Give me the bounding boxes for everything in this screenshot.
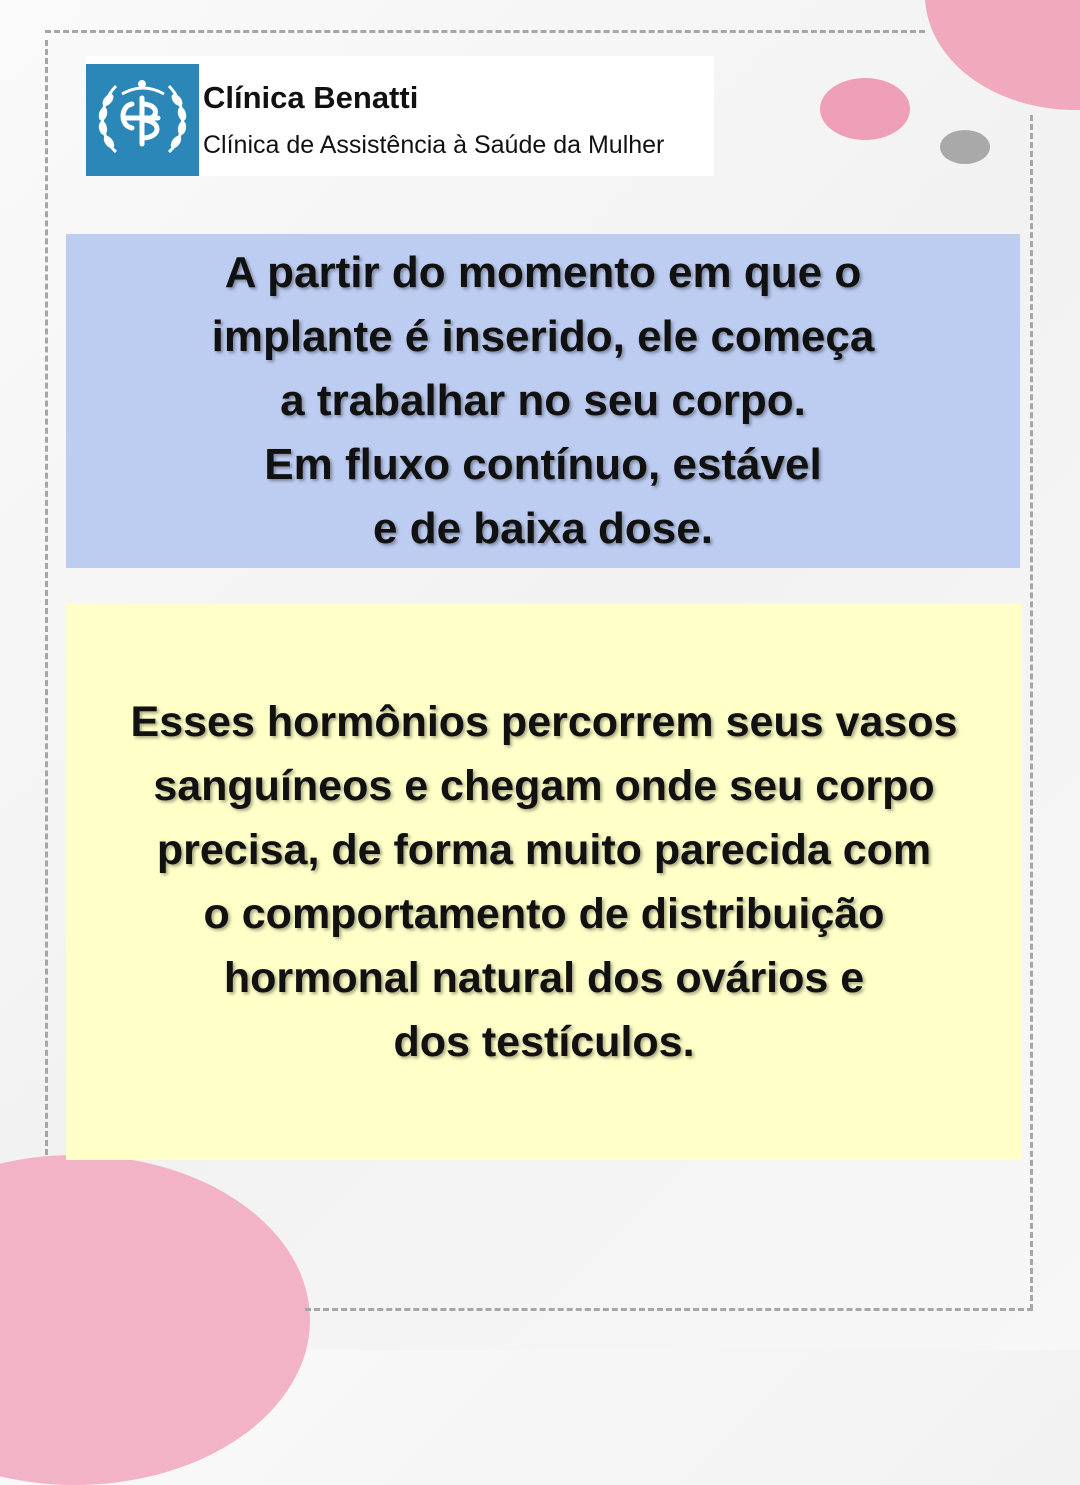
text-line: dos testículos. [393,1017,695,1066]
decorative-gray-dot [940,130,990,164]
dashed-border-left [45,40,48,1155]
text-line: Esses hormônios percorrem seus vasos [130,697,958,746]
clinic-header [86,56,714,176]
text-line: Em fluxo contínuo, estável [264,440,822,489]
dashed-border-right [1030,115,1033,1310]
decorative-pink-circle-top-right [925,0,1080,110]
decorative-pink-dot [820,78,910,140]
decorative-pink-circle-bottom-left [0,1155,310,1485]
detail-text [131,690,958,1074]
intro-text [212,241,875,561]
text-line: A partir do momento em que o [224,248,862,297]
text-line: e de baixa dose. [373,504,713,553]
text-line: o comportamento de distribuição [203,889,885,938]
text-line: hormonal natural dos ovários e [223,953,865,1002]
text-line: a trabalhar no seu corpo. [280,376,806,425]
text-line: precisa, de forma muito parecida com [156,825,932,874]
intro-text-panel [66,234,1020,568]
dashed-border-top [45,30,925,33]
laurel-monogram-logo-icon [86,64,199,176]
clinic-name: Clínica Benatti [203,80,419,115]
text-line: implante é inserido, ele começa [211,312,875,361]
text-line: sanguíneos e chegam onde seu corpo [153,761,935,810]
dashed-border-bottom [305,1308,1033,1311]
clinic-tagline: Clínica de Assistência à Saúde da Mulher [203,131,665,159]
detail-text-panel [66,603,1022,1160]
